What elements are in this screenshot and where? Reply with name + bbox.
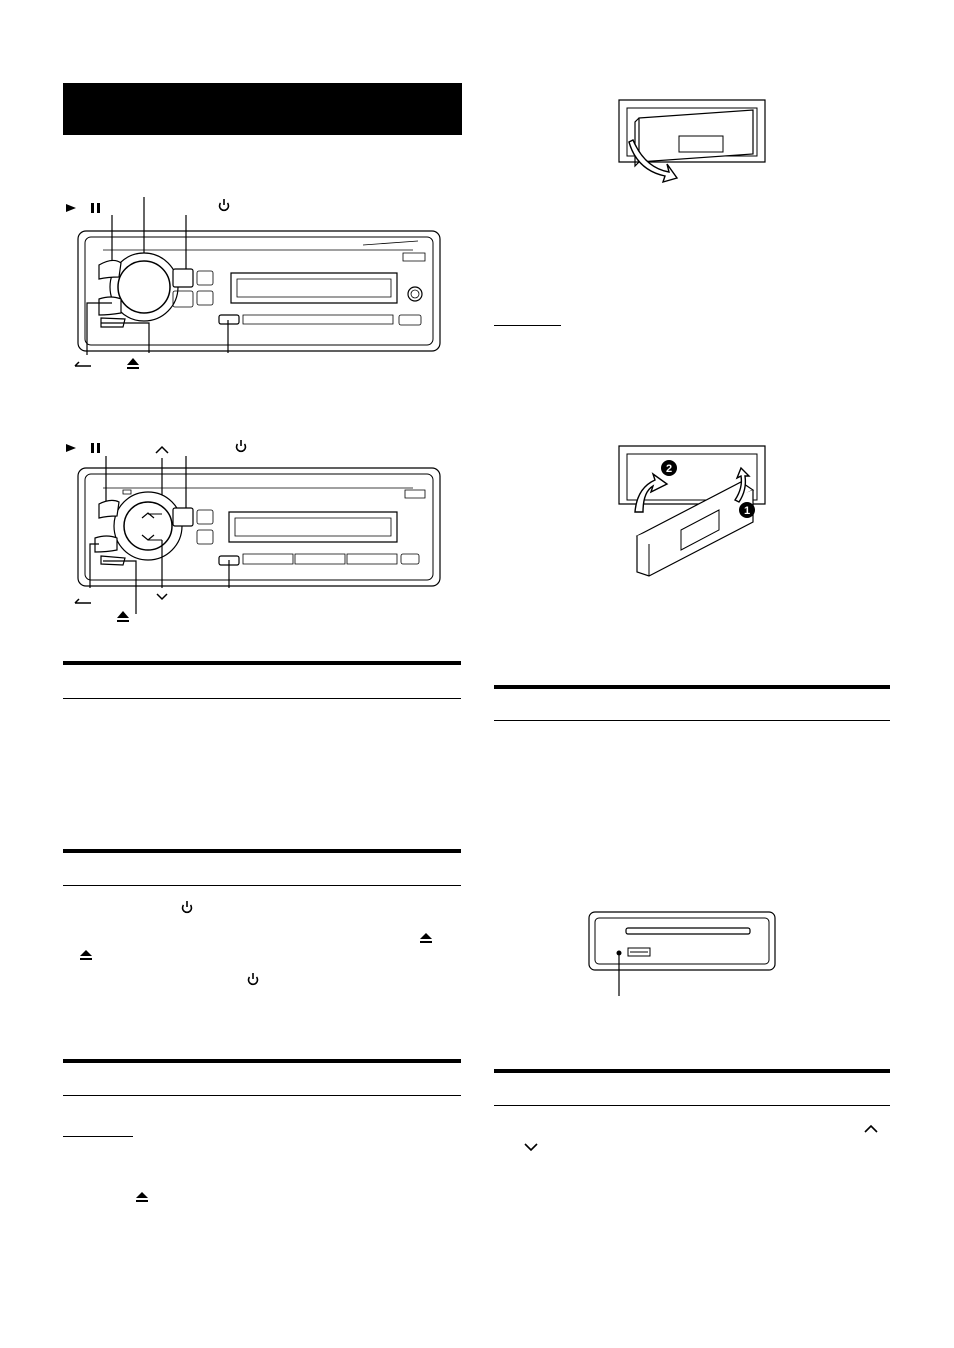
section-rule-top: [63, 1059, 461, 1063]
attach-panel-drawing: [615, 440, 775, 580]
eject-icon: [80, 949, 92, 961]
reset-switch-figure: [588, 910, 778, 1000]
section-rule-bottom: [63, 1095, 461, 1096]
section-rule-top: [63, 661, 461, 665]
section-rule-bottom: [494, 1105, 890, 1106]
chevron-up-icon: [864, 1124, 878, 1134]
panel-figure-a: [63, 195, 463, 375]
section-rule-bottom: [63, 885, 461, 886]
power-icon: [180, 900, 194, 914]
section-rule-top: [494, 685, 890, 689]
note-underline: [63, 1136, 133, 1137]
section-rule-top: [63, 849, 461, 853]
section-rule-bottom: [63, 698, 461, 699]
detach-panel-figure: [615, 98, 775, 188]
svg-text:2: 2: [665, 463, 673, 475]
panel-a-drawing: [63, 195, 463, 375]
panel-b-drawing: [63, 438, 463, 638]
attach-panel-figure: [615, 440, 775, 580]
chevron-down-icon: [524, 1142, 538, 1152]
detach-panel-drawing: [615, 98, 775, 188]
panel-figure-b: [63, 438, 463, 638]
reset-switch-drawing: [588, 910, 778, 1000]
section-rule-top: [494, 1069, 890, 1073]
section-title-bar: [63, 83, 462, 135]
svg-text:1: 1: [743, 505, 751, 517]
eject-icon: [136, 1191, 148, 1203]
note-underline: [494, 325, 561, 326]
section-rule-bottom: [494, 720, 890, 721]
eject-icon: [420, 932, 432, 944]
power-icon: [246, 972, 260, 986]
